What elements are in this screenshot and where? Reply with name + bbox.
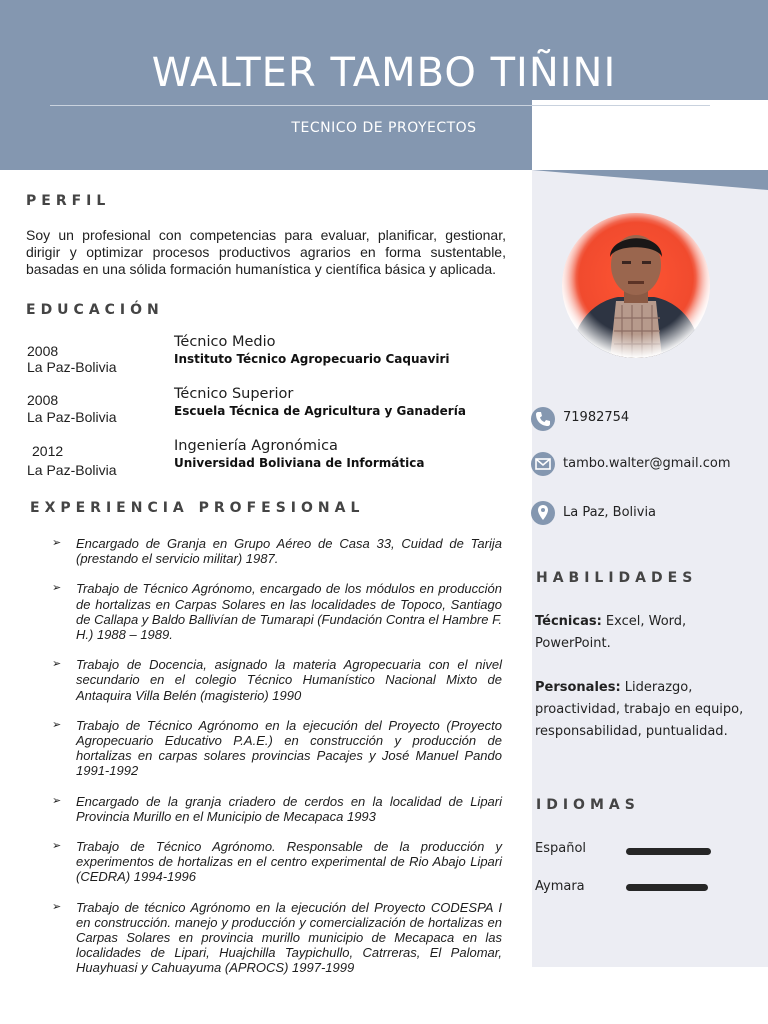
education-year: 2008 xyxy=(27,343,59,359)
experiencia-heading: EXPERIENCIA PROFESIONAL xyxy=(30,500,365,516)
idiomas-heading: IDIOMAS xyxy=(536,797,640,813)
bullet-arrow-icon: ➢ xyxy=(52,658,62,671)
bullet-arrow-icon: ➢ xyxy=(52,582,62,595)
person-portrait-icon xyxy=(562,213,710,358)
bullet-arrow-icon: ➢ xyxy=(52,718,62,731)
language-level-bar xyxy=(626,884,708,891)
list-item: ➢ Encargado de Granja en Grupo Aéreo de Casa 33, Cuidad de Tarija (prestando el servicio militar) 1987. xyxy=(52,536,502,567)
perfil-heading: PERFIL xyxy=(26,193,111,209)
bullet-arrow-icon: ➢ xyxy=(52,840,62,853)
language-level-bar xyxy=(626,848,711,855)
education-place: La Paz-Bolivia xyxy=(27,359,117,375)
bullet-arrow-icon: ➢ xyxy=(52,900,62,913)
job-title: TECNICO DE PROYECTOS xyxy=(291,120,477,136)
bullet-arrow-icon: ➢ xyxy=(52,794,62,807)
person-name: WALTER TAMBO TIÑINI xyxy=(151,50,617,96)
education-institution: Instituto Técnico Agropecuario Caquaviri xyxy=(174,352,450,366)
education-institution: Universidad Boliviana de Informática xyxy=(174,456,425,470)
skills-technical: Técnicas: Excel, Word, PowerPoint. xyxy=(535,614,687,651)
list-item: ➢ Trabajo de Técnico Agrónomo. Responsable de la producción y experimentos de hortalizas en el centro experimental de Rio Abajo Lipari (CEDRA) 1994-1996 xyxy=(52,839,502,885)
header-diagonal-shape xyxy=(0,0,768,200)
header-divider xyxy=(50,105,710,106)
envelope-icon xyxy=(531,452,555,476)
education-place: La Paz-Bolivia xyxy=(27,409,117,425)
language-label: Aymara xyxy=(535,879,585,894)
location-text: La Paz, Bolivia xyxy=(563,505,657,520)
skills-personal: Personales: Liderazgo, proactividad, trabajo en equipo, responsabilidad, puntualidad. xyxy=(535,680,744,739)
perfil-text: Soy un profesional con competencias para evaluar, planificar, gestionar, dirigir y optimizar procesos productivos agrarios en forma sustentable, basadas en una sólida formación humanística y científica básica y aplicada. xyxy=(26,227,506,277)
language-label: Español xyxy=(535,841,587,856)
phone-number: 71982754 xyxy=(563,410,630,425)
phone-icon xyxy=(531,407,555,431)
education-degree: Técnico Medio xyxy=(174,334,276,350)
list-item: ➢ Trabajo de Técnico Agrónomo en la ejecución del Proyecto (Proyecto Agropecuario Educativo P.A.E.) en construcción y producción de hortalizas en carpas solares provincias Pacajes y José Manuel Pando 1991-1992 xyxy=(52,717,502,779)
map-pin-icon xyxy=(531,501,555,525)
educacion-heading: EDUCACIÓN xyxy=(26,302,164,318)
experience-list xyxy=(52,536,502,991)
profile-photo xyxy=(562,213,710,358)
habilidades-heading: HABILIDADES xyxy=(536,570,698,586)
list-item: ➢ Encargado de la granja criadero de cerdos en la localidad de Lipari Provincia Murillo en el Municipio de Mecapaca 1993 xyxy=(52,793,502,824)
bullet-arrow-icon: ➢ xyxy=(52,537,62,549)
education-degree: Ingeniería Agronómica xyxy=(174,438,338,454)
list-item: ➢ Trabajo de Docencia, asignado la materia Agropecuaria con el nivel secundario en el colegio Técnico Humanístico Nacional Mixto de Antaquira Villa Belén (magisterio) 1990 xyxy=(52,657,502,703)
education-place: La Paz-Bolivia xyxy=(27,462,117,478)
list-item: ➢ Trabajo de técnico Agrónomo en la ejecución del Proyecto CODESPA I en construcción. manejo y producción y comercialización de hortalizas en Carpas Solares en provincia murillo municipio de Mecapaca en las localidades de Lipari, Huajchilla Taypichullo, Catrreras, El Palomar, Huayhuasi y Cahuayuma (APROCS) 1997-1999 xyxy=(52,899,502,976)
education-year: 2012 xyxy=(32,443,64,459)
education-institution: Escuela Técnica de Agricultura y Ganadería xyxy=(174,404,466,418)
email-address[interactable]: tambo.walter@gmail.com xyxy=(563,456,731,471)
education-year: 2008 xyxy=(27,392,59,408)
education-degree: Técnico Superior xyxy=(174,386,294,402)
list-item: ➢ Trabajo de Técnico Agrónomo, encargado de los módulos en producción de hortalizas en Carpas Solares en las localidades de Topoco, Santiago de Callapa y Baldo Ballivían de Tumarapi (Fundación Contra el Hambre F. H.) 1988 – 1989. xyxy=(52,581,502,643)
